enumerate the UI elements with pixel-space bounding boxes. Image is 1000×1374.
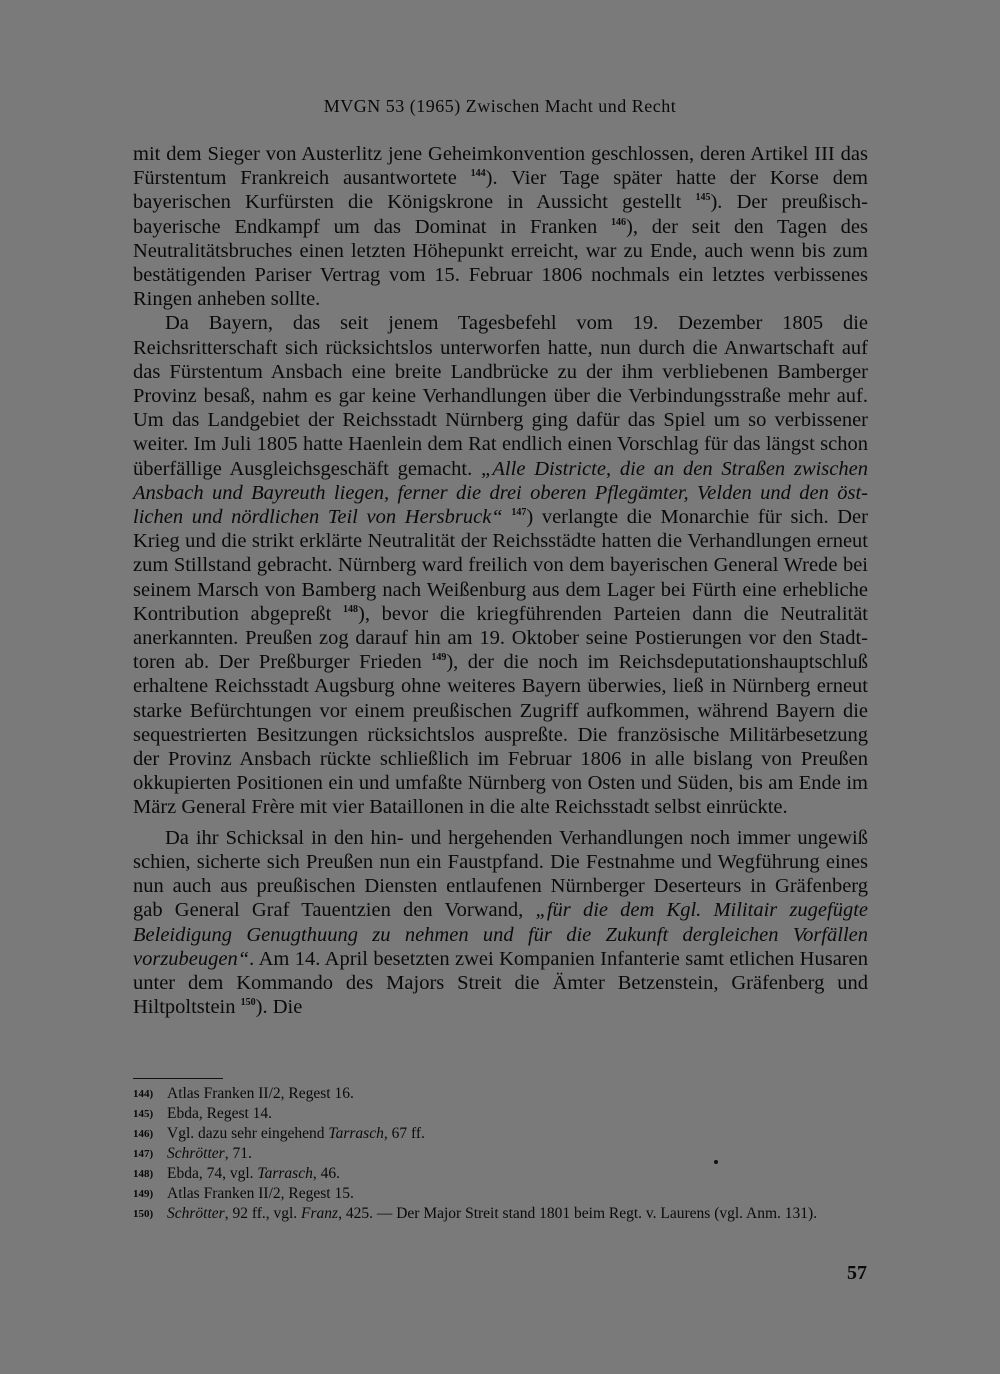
footnote-text: Atlas Franken II/2, Regest 16. [167,1085,354,1102]
footnote-italic-text: Franz [301,1205,339,1222]
body-text [133,142,868,1019]
footnote-text: Vgl. dazu sehr eingehend [167,1125,329,1142]
footnote [133,1084,868,1104]
running-head: MVGN 53 (1965) Zwischen Macht und Recht [323,96,677,116]
paragraph-text: Da Bayern, das seit jenem Tagesbefehl vom 19. Dezember 1805 die Reichsritterschaft sich rücksichtslos unterworfen hatte, nun durch die Anwartschaft auf das Fürstentum Ansbach eine breite Landbrücke zu der ihm verbliebenen Bamberger Provinz besaß, nahm es gar keine Verhandlungen über die Verbindungsstraße mehr auf. Um das Landgebiet der Reichsstadt Nürnberg ging dafür das Spiel um so verbissener weiter. Im Juli 1805 hatte Haenlein dem Rat endlich einen Vorschlag für das längst schon überfällige Ausgleichsgeschäft gemacht. [133,312,868,480]
footnote-text: , 67 ff. [383,1125,425,1142]
footnote-italic-text: Schrötter [167,1205,225,1222]
footnotes [133,1084,868,1224]
paragraph-text: ) verlangte die Monarchie für sich. Der Krieg und die strikt erklärte Neutralität der Reichsstädte hatten die Verhandlungen erneut zum Stillstand gebracht. Nürnberg ward freilich von dem bayerischen General Wrede bei seinem Marsch von Bamberg nach Weißenburg aus dem Lager bei Fürth eine erhebliche Kontribution abgepreßt [133,506,868,625]
footnote-italic-text: Tarrasch [328,1125,384,1142]
page-number: 57 [847,1262,867,1284]
footnote-text: , 425. — Der Major Streit stand 1801 beim Regt. v. Laurens (vgl. Anm. 131). [338,1205,818,1222]
footnote-reference: 144 [470,168,486,180]
paragraph-text: mit dem Sieger von Austerlitz jene Geheimkonvention geschlossen, deren Artikel III das Fürstentum Frankreich ausantwortete [133,143,868,190]
paragraph-text: ). Die [255,996,303,1019]
footnote-number: 145) [133,1108,154,1120]
paragraph-text: ), bevor die kriegführenden Parteien dann die Neutralität anerkannten. Preußen zog darauf hin am 19. Oktober seine Postierungen vor den Stadttoren ab. Der Preßburger Frieden [133,602,869,674]
footnote-text: , 71. [224,1145,252,1162]
footnote-text: , 92 ff., vgl. [224,1205,302,1222]
footnote-number: 146) [133,1128,154,1140]
paragraph-text: ). Vier Tage später hatte der Korse dem bayerischen Kurfürsten die Königskrone in Aussicht gestellt [133,167,868,214]
paragraph [133,826,868,1020]
footnote-reference: 148 [343,604,358,616]
print-speck [714,1160,718,1164]
paragraph-text: Da ihr Schicksal in den hin- und hergehenden Verhandlungen noch immer ungewiß schien, sicherte sich Preußen nun ein Faustpfand. Die Festnahme und Wegführung eines nun auch aus preußischen Diensten entlaufenen Nürnberger Deserteurs in Gräfenberg gab General Graf Tauentzien den Vorwand, [133,826,868,922]
paragraph-text: . Am 14. April besetzten zwei Kompanien Infanterie samt etlichen Husaren unter dem Kommando des Majors Streit die Ämter Betzenstein, Gräfenberg und Hiltpoltstein [133,947,868,1019]
footnote-reference: 147 [511,507,527,519]
footnote [133,1184,868,1204]
footnote-reference: 149 [431,652,447,664]
footnote-number: 144) [133,1088,154,1100]
paragraph [133,311,868,819]
footnote-divider [133,1078,223,1079]
paragraph-text: ). Der preußisch-bayerische Endkampf um das Dominat in Franken [133,191,868,238]
footnote-text: Ebda, Regest 14. [167,1105,273,1122]
paragraph-text: ), der seit den Tagen des Neutralitätsbruches einen letzten Höhepunkt erreicht, war zu Ende, auch wenn bis zum bestätigenden Pariser Vertrag vom 15. Februar 1806 nochmals ein letztes verbissenes Ringen anheben sollte. [133,215,868,311]
footnote-reference: 150 [240,997,256,1009]
paragraph-italic-text: „Alle Districte, die an den Straßen zwischen Ansbach und Bayreuth liegen, ferner die drei oberen Pflegämter, Velden und den östlichen und nördlichen Teil von Hersbruck“ [133,457,868,529]
footnote-reference: 146 [611,216,627,228]
footnote [133,1204,868,1224]
footnote-text: Ebda, 74, vgl. [167,1165,258,1182]
footnote-text: Atlas Franken II/2, Regest 15. [167,1185,354,1202]
footnote-number: 150) [133,1208,154,1220]
footnote-text: , 46. [312,1165,340,1182]
footnote [133,1144,868,1164]
footnote-number: 149) [133,1188,154,1200]
footnote-italic-text: Tarrasch [257,1165,313,1182]
paragraph-text: ), der die noch im Reichsdeputationshauptschluß erhaltene Reichsstadt Augsburg ohne weiteres Bayern überwies, ließ in Nürnberg erneut starke Befürchtungen vor einem preußischen Zugriff aufkommen, während Bayern die sequestrierten Besitzungen rücksichtslos auspreßte. Die französische Militärbesetzung der Provinz Ansbach rückte schließlich im Februar 1806 in alle bislang von Preußen okkupierten Positionen ein und umfaßte Nürnberg von Osten und Süden, bis am Ende im März General Frère mit vier Bataillonen in die alte Reichsstadt selbst einrückte. [133,651,868,819]
paragraph [133,142,868,311]
footnote-reference: 145 [695,192,711,204]
footnote-italic-text: Schrötter [167,1145,225,1162]
paragraph-italic-text: „für die dem Kgl. Militair zugefügte Beleidigung Genugthuung zu nehmen und für die Zukunft dergleichen Vorfällen vorzubeugen“ [133,899,869,970]
footnote-number: 148) [133,1168,154,1180]
footnote-number: 147) [133,1148,154,1160]
footnote [133,1164,868,1184]
footnote [133,1124,868,1144]
footnote [133,1104,868,1124]
